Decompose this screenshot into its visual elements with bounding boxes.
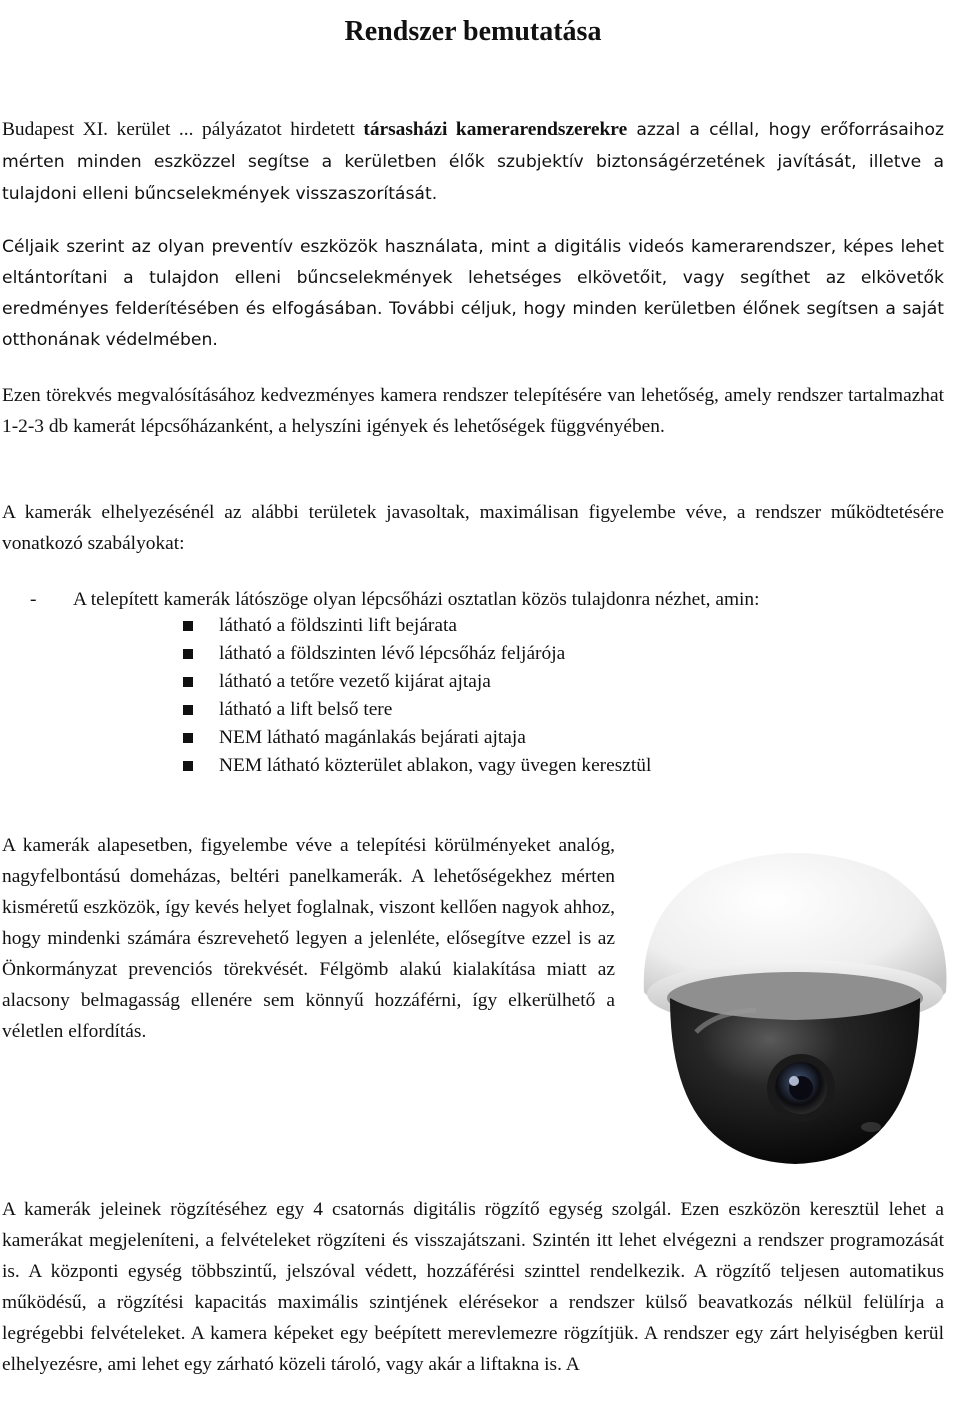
recorder-paragraph: A kamerák jeleinek rögzítéséhez egy 4 csatornás digitális rögzítő egység szolgál. Ezen eszközön keresztül lehet a kamerákat megjeleníteni, a felvételeket rögzíteni és visszajátszani. Szintén itt lehet elvégezni a rendszer programozását is. A központi egység többszintű, jelszóval védett, hozzáférési szinttel rendelkezik. A rögzítő teljesen automatikus működésű, a rögzítési kapacitás maximális szintjének elérésekor a rendszer külső beavatkozás nélkül felülírja a legrégebbi felvételeket. A kamera képeket egy beépített merevlemezre rögzítjük. A rendszer egy zárt helyiségben kerül elhelyezésre, ami lehet egy zárható közeli tároló, vagy akár a liftakna is. A: [2, 1199, 944, 1375]
square-bullet-icon: [183, 733, 193, 743]
opportunity-paragraph: Ezen törekvés megvalósításához kedvezményes kamera rendszer telepítésére van lehetőség, amely rendszer tartalmazhat 1-2-3 db kamerát lépcsőházanként, a helyszíni igények és lehetőségek függvényében.: [2, 385, 944, 437]
document-page: Rendszer bemutatása Budapest XI. kerület ... pályázatot hirdetett társasházi kamerarendszerekre azzal a céllal, hogy erőforrásaihoz mérten minden eszközzel segítse a kerületben élők szubjektív biztonságérzetének javítását, illetve a tulajdoni elleni bűncselekmények visszaszorítását. Céljaik szerint az olyan preventív eszközök használata, mint a digitális videós kamerarendszer, képes lehet eltántorítani a tulajdon elleni bűncselekmények lehetséges elkövetőit, vagy segíthet az elkövetők eredményes felderítésében és elfogásában. További céljuk, hogy minden kerületben élőnek segítsen a saját otthonának védelmében. Ezen törekvés megvalósításához kedvezményes kamera rendszer telepítésére van lehetőség, amely rendszer tartalmazhat 1-2-3 db kamerát lépcsőházanként, a helyszíni igények és lehetőségek függvényében. A kamerák elhelyezésénél az alábbi területek javasoltak, maximálisan figyelembe véve, a rendszer működtetésére vonatkozó szabályokat: - A telepített kamerák látószöge olyan lépcsőházi osztatlan közös tulajdonra nézhet, amin: látható a földszinti lift bejárata látható a földszinten lévő lépcsőház feljárója látható a tetőre vezető kijárat ajtaja látható a lift belső tere NEM látható magánlakás bejárati ajtaja NEM látható közterület ablakon, vagy üvegen keresztül A kamerák alapesetben, figyelembe véve a telepítési körülményeket analóg, nagyfelbontású domeházas, beltéri panelkamerák. A lehetőségekhez mérten kisméretű eszközök, így kevés helyet foglalnak, viszont kellően nagyok ahhoz, hogy mindenki számára észrevehető legyen a jelenléte, elősegítve ezzel is az Önkormányzat prevenciós törekvését. Félgömb alakú kialakítása miatt az alacsony belmagasság ellenére sem könnyű hozzáférni, így elkerülhető a véletlen elfordítás. A kamerák jeleinek rögzítéséhez egy 4 csatornás digitális rögzítő egység szolgál. Ezen eszközön keresztül lehet a kamerákat megjeleníteni, a felvételeket rögzíteni és visszajátszani. Szintén itt lehet elvégezni a rendszer programozását is. A központi egység többszintű, jelszóval védett, hozzáférési szinttel rendelkezik. A rögzítő teljesen automatikus működésű, a rögzítési kapacitás maximális szintjének elérésekor a rendszer külső beavatkozás nélkül felülírja a legrégebbi felvételeket. A kamera képeket egy beépített merevlemezre rögzítjük. A rendszer egy zárt helyiségben kerül elhelyezésre, ami lehet egy zárható közeli tároló, vagy akár a liftakna is. A: [0, 0, 960, 1420]
dome-camera-icon: [636, 842, 954, 1172]
placement-list-text: A telepített kamerák látószöge olyan lépcsőházi osztatlan közös tulajdonra nézhet, amin:: [73, 589, 760, 610]
square-bullet-icon: [183, 649, 193, 659]
page-title: Rendszer bemutatása: [344, 15, 602, 47]
camera-description-paragraph: A kamerák alapesetben, figyelembe véve a telepítési körülményeket analóg, nagyfelbontású domeházas, beltéri panelkamerák. A lehetőségekhez mérten kisméretű eszközök, így kevés helyet foglalnak, viszont kellően nagyok ahhoz, hogy mindenki számára észrevehető legyen a jelenléte, elősegítve ezzel is az Önkormányzat prevenciós törekvését. Félgömb alakú kialakítása miatt az alacsony belmagasság ellenére sem könnyű hozzáférni, így elkerülhető a véletlen elfordítás.: [2, 835, 615, 1042]
square-bullet-icon: [183, 677, 193, 687]
square-bullet-icon: [183, 761, 193, 771]
intro-text-start: Budapest XI. kerület ... pályázatot hirdetett: [2, 119, 364, 140]
intro-paragraph: [2, 114, 944, 210]
square-bullet-icon: [183, 705, 193, 715]
intro-text-end: azzal a céllal, hogy erőforrásaihoz mérten minden eszközzel segítse a kerületben élők szubjektív biztonságérzetének javítását, illetve a tulajdoni elleni bűncselekmények visszaszorítását.: [2, 120, 944, 204]
dash-bullet: -: [30, 589, 37, 610]
placement-paragraph: A kamerák elhelyezésénél az alábbi területek javasoltak, maximálisan figyelembe véve, a rendszer működtetésére vonatkozó szabályokat:: [2, 502, 944, 554]
square-bullet-icon: [183, 621, 193, 631]
intro-emphasis: társasházi kamerarendszerekre: [363, 119, 628, 140]
goals-paragraph: Céljaik szerint az olyan preventív eszközök használata, mint a digitális videós kamerarendszer, képes lehet eltántorítani a tulajdon elleni bűncselekmények lehetséges elkövetőit, vagy segíthet az elkövetők eredményes felderítésében és elfogásában. További céljuk, hogy minden kerületben élőnek segítsen a saját otthonának védelmében.: [2, 237, 944, 350]
